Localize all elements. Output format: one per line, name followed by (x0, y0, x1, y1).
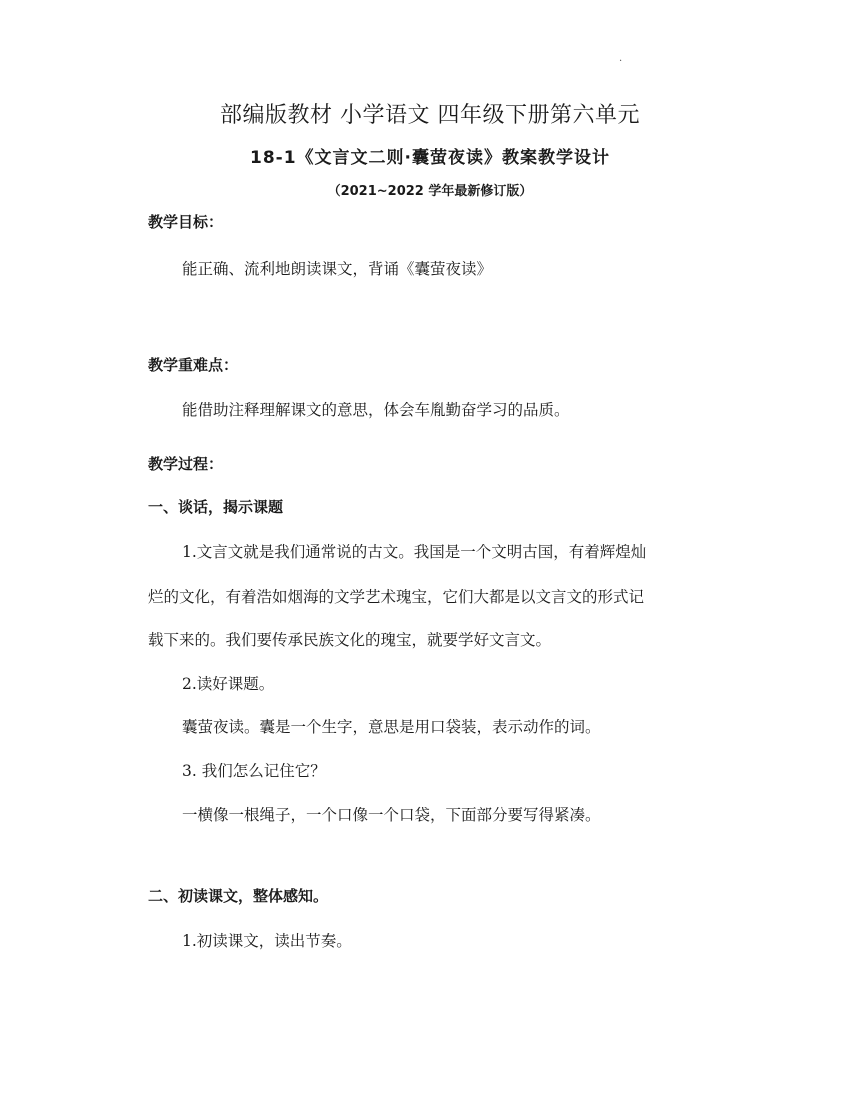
part1-item-3: 3. 我们怎么记住它？ (182, 762, 326, 780)
part1-heading: 一、谈话，揭示课题 (148, 498, 284, 516)
part1-paragraph-line: 载下来的。我们要传承民族文化的瑰宝，就要学好文言文。 (148, 631, 552, 649)
corner-mark: . (619, 53, 623, 64)
part1-paragraph-line: 烂的文化，有着浩如烟海的文学艺术瑰宝，它们大都是以文言文的形式记 (148, 588, 645, 606)
goals-text: 能正确、流利地朗读课文，背诵《囊萤夜读》 (182, 260, 493, 278)
process-heading: 教学过程： (148, 455, 224, 473)
key-points-text: 能借助注释理解课文的意思，体会车胤勤奋学习的品质。 (182, 401, 570, 419)
key-points-heading: 教学重难点： (148, 356, 239, 374)
part1-item-2: 2.读好课题。 (182, 675, 275, 693)
edition-note: （2021~2022 学年最新修订版） (327, 184, 533, 199)
part1-paragraph-line: 1.文言文就是我们通常说的古文。我国是一个文明古国，有着辉煌灿 (182, 543, 647, 561)
document-title: 部编版教材 小学语文 四年级下册第六单元 (220, 103, 640, 128)
part1-item-2-text: 囊萤夜读。囊是一个生字，意思是用口袋装，表示动作的词。 (182, 718, 601, 736)
lesson-title: 18-1《文言文二则·囊萤夜读》教案教学设计 (250, 148, 610, 168)
part2-heading: 二、初读课文，整体感知。 (148, 887, 329, 905)
goals-heading: 教学目标： (148, 213, 224, 231)
part1-item-3-text: 一横像一根绳子，一个口像一个口袋，下面部分要写得紧凑。 (182, 806, 601, 824)
part2-item-1: 1.初读课文，读出节奏。 (182, 932, 352, 950)
